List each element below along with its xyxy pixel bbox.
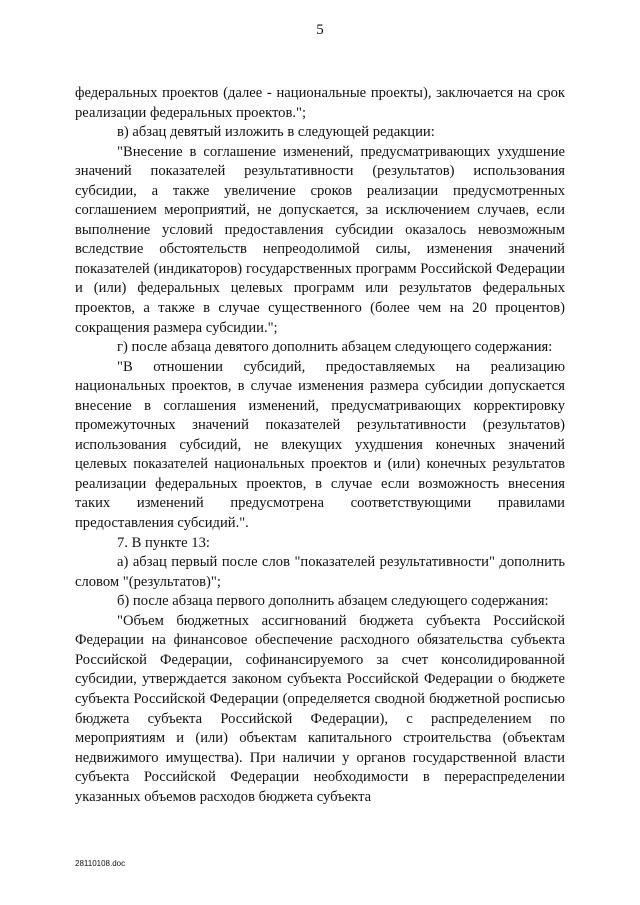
paragraph-item-a: а) абзац первый после слов "показателей результативности" дополнить словом "(результатов)"; [75,554,565,590]
paragraph-item-v: в) абзац девятый изложить в следующей редакции: [117,124,435,141]
paragraph-continuation: федеральных проектов (далее - национальные проекты), заключается на срок реализации федеральных проектов."; [75,85,565,121]
document-body [75,84,565,807]
paragraph-quote-amendments: "Внесение в соглашение изменений, предусматривающих ухудшение значений показателей результативности (результатов) использования субсидии, а также увеличение сроков реализации предусмотренных соглашением мероприятий, не допускается, за исключением случаев, если выполнение условий предоставления субсидии оказалось невозможным вследствие обстоятельств непреодолимой силы, изменения значений показателей (индикаторов) государственных программ Российской Федерации и (или) федеральных целевых программ или результатов федеральных проектов, а также в случае существенного (более чем на 20 процентов) сокращения размера субсидии."; [75,143,565,336]
paragraph-quote-national-projects: "В отношении субсидий, предоставляемых на реализацию национальных проектов, в случае изменения размера субсидии допускается внесение в соглашения изменений, предусматривающих корректировку промежуточных значений показателей результативности (результатов) использования субсидий, не влекущих ухудшения конечных значений целевых показателей национальных проектов и (или) конечных результатов реализации федеральных проектов, в случае если возможность внесения таких изменений предусмотрена соответствующими правилами предоставления субсидий.". [75,358,565,532]
paragraph-quote-budget: "Объем бюджетных ассигнований бюджета субъекта Российской Федерации на финансовое обеспечение расходного обязательства субъекта Российской Федерации, софинансируемого за счет консолидированной субсидии, утверждается законом субъекта Российской Федерации о бюджете субъекта Российской Федерации (определяется сводной бюджетной росписью бюджета субъекта Российской Федерации), с распределением по мероприятиям и (или) объектам капитального строительства (объектам недвижимого имущества). При наличии у органов государственной власти субъекта Российской Федерации необходимости в перераспределении указанных объемов расходов бюджета субъекта [75,612,565,805]
paragraph-item-b: б) после абзаца первого дополнить абзацем следующего содержания: [117,593,549,610]
footer-file-code: 28110108.doc [75,859,126,868]
page-number: 5 [316,22,324,38]
paragraph-point-7: 7. В пункте 13: [117,534,210,551]
paragraph-item-g: г) после абзаца девятого дополнить абзацем следующего содержания: [117,339,553,356]
